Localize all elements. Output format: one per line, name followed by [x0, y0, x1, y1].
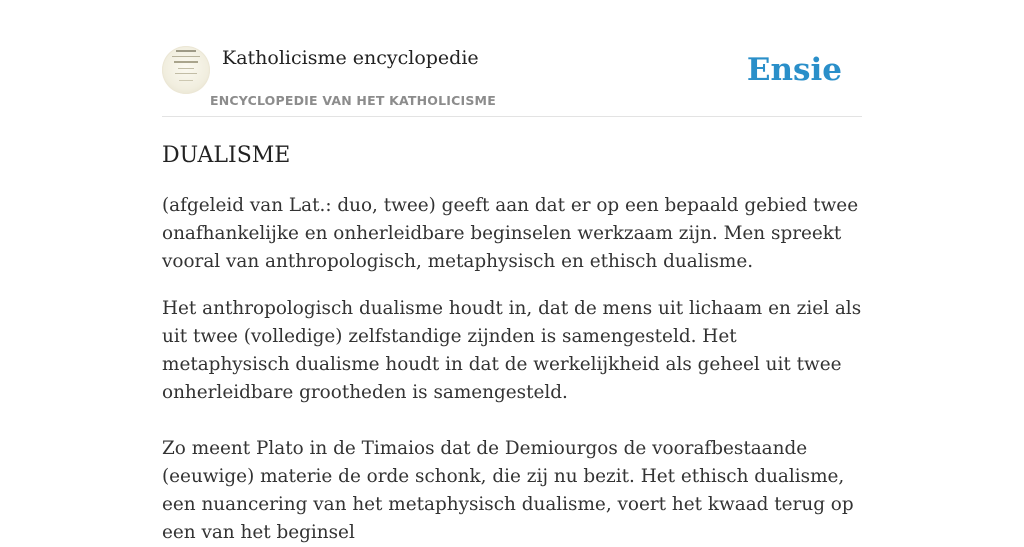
site-header: [162, 0, 862, 117]
article-paragraph-1: (afgeleid van Lat.: duo, twee) geeft aan dat er op een bepaald gebied twee onafhankelijke en onherleidbare beginselen werkzaam zijn. Men spreekt vooral van anthropologisch, metaphysisch en ethisch dualisme.: [162, 195, 859, 272]
article-paragraph-2: Het anthropologisch dualisme houdt in, dat de mens uit lichaam en ziel als uit twee (volledige) zelfstandige zijnden is samengesteld. Het metaphysisch dualisme houdt in dat de werkelijkheid als geheel uit twee onherleidbare grootheden is samengesteld.: [162, 298, 862, 403]
site-subtitle: ENCYCLOPEDIE VAN HET KATHOLICISME: [210, 93, 496, 108]
article-paragraph-3: Zo meent Plato in de Timaios dat de Demiourgos de voorafbestaande (eeuwige) materie de orde schonk, die zij nu bezit. Het ethisch dualisme, een nuancering van het metaphysisch dualisme, voert het kwaad terug op een van het beginsel: [162, 438, 854, 543]
site-title[interactable]: Katholicisme encyclopedie: [222, 47, 479, 69]
article-title: DUALISME: [162, 143, 291, 168]
encyclopedia-logo-icon[interactable]: [162, 46, 210, 94]
content-container: [162, 0, 862, 547]
brand-logo[interactable]: Ensie: [746, 52, 842, 88]
